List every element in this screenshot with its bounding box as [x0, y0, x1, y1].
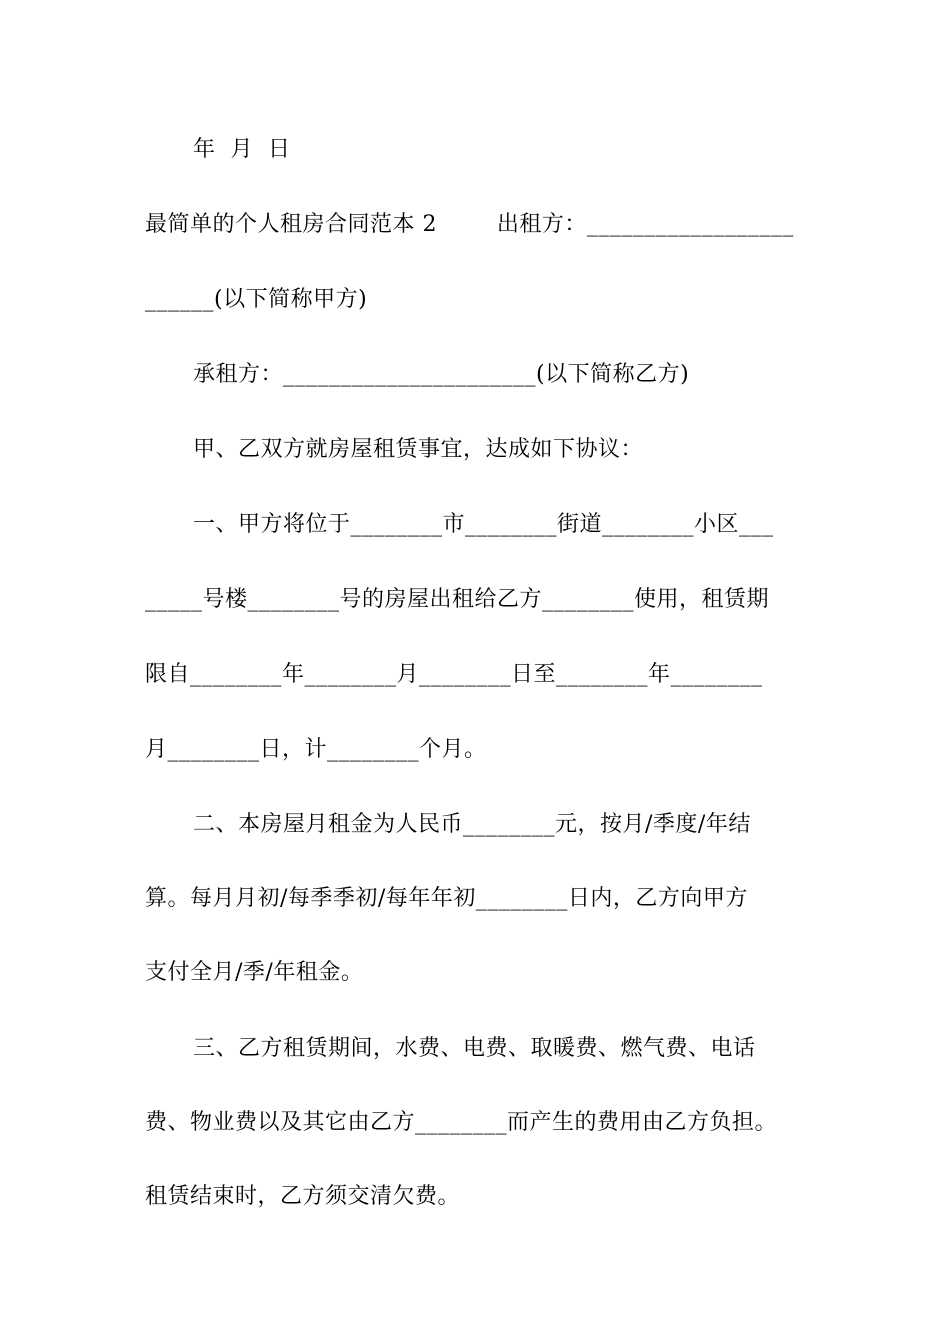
clause-3-line-3: 租赁结束时，乙方须交清欠费。 [145, 1184, 461, 1209]
clause-2-line-1: 二、本房屋月租金为人民币________元，按月/季度/年结 [193, 812, 751, 837]
agreement-intro-line: 甲、乙双方就房屋租赁事宜，达成如下协议： [193, 437, 644, 462]
clause-1-line-4: 月________日，计________个月。 [145, 737, 487, 762]
party-a-abbrev-line: ______(以下简称甲方) [145, 287, 368, 312]
clause-2-line-3: 支付全月/季/年租金。 [145, 960, 364, 985]
clause-3-line-1: 三、乙方租赁期间，水费、电费、取暖费、燃气费、电话 [193, 1036, 756, 1061]
date-line: 年 月 日 [193, 137, 291, 162]
clause-1-line-2: _____号楼________号的房屋出租给乙方________使用，租赁期 [145, 587, 770, 612]
lessee-line: 承租方：______________________(以下简称乙方) [193, 362, 690, 387]
clause-3-line-2: 费、物业费以及其它由乙方________而产生的费用由乙方负担。 [145, 1110, 778, 1135]
clause-1-line-1: 一、甲方将位于________市________街道________小区___ [193, 512, 774, 537]
title-and-lessor-line: 最简单的个人租房合同范本 2 出租方：__________________ [145, 212, 794, 237]
clause-2-line-2: 算。每月月初/每季季初/每年年初________日内，乙方向甲方 [145, 886, 748, 911]
clause-1-line-3: 限自________年________月________日至________年________ [145, 662, 763, 687]
